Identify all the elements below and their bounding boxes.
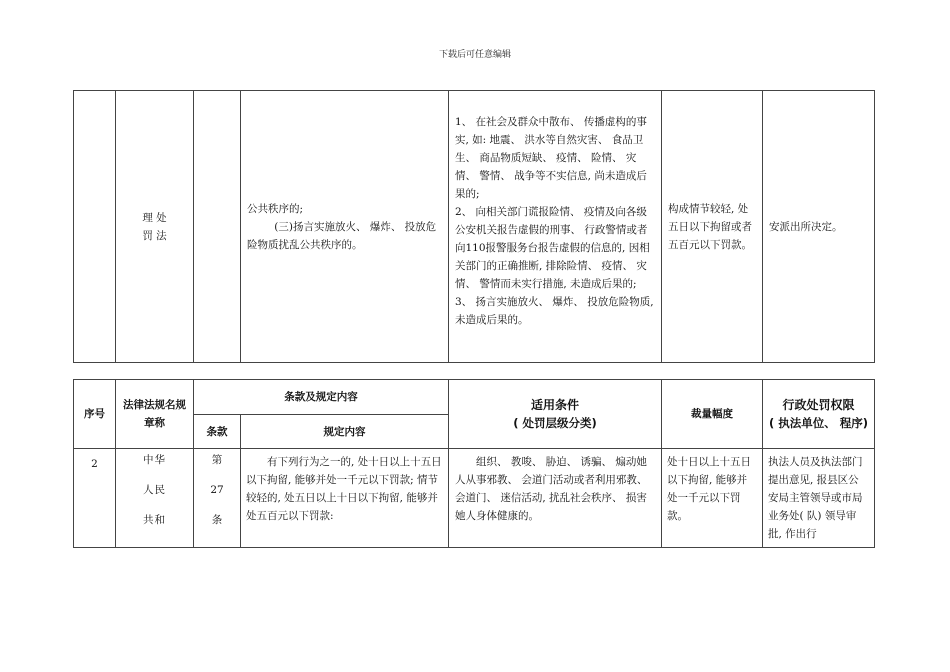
page-header-note: 下载后可任意编辑: [438, 50, 511, 60]
authority-cell: 执法人员及执法部门提出意见, 报县区公安局主管领导或市局业务处( 队) 领导审批, 作出行: [763, 449, 875, 548]
law-name-line: 理 处: [142, 211, 167, 224]
content-line: 公共秩序的;: [247, 202, 304, 215]
content-header: 规定内容: [241, 415, 449, 449]
condition-cell: 组织、 教唆、 胁迫、 诱骗、 煽动她人从事邪教、 会道门活动或者利用邪教、 会道门、 迷信活动, 扰乱社会秩序、 损害她人身体健康的。: [449, 449, 662, 548]
clause-cell: [194, 449, 241, 548]
header-row: [74, 380, 875, 415]
condition-item: 2、 向相关部门谎报险情、 疫情及向各级公安机关报告虚假的刑事、 行政警情或者向110报警服务台报告虚假的信息的, 因相关部门的正确推断, 排除险情、 疫情、 灾情、 警情而未实行措施, 未造成后果的;: [455, 206, 650, 290]
measure-cell: 处十日以上十五日以下拘留, 能够并处一千元以下罚款。: [662, 449, 763, 548]
measure-header: 裁量幅度: [662, 380, 763, 449]
law-name-line: 中华: [143, 454, 166, 466]
law-name-cell: [116, 449, 194, 548]
clause-group-header: 条款及规定内容: [194, 380, 449, 415]
content-cell: 有下列行为之一的, 处十日以上十五日以下拘留, 能够并处一千元以下罚款; 情节较轻的, 处五日以上十日以下拘留, 能够并处五百元以下罚款:: [241, 449, 449, 548]
condition-header-title: 适用条件: [530, 398, 579, 412]
law-name-cell: [116, 91, 194, 363]
clause-cell: [194, 91, 241, 363]
clause-line: 第: [211, 454, 223, 466]
law-name-line: 人民: [143, 484, 166, 496]
condition-item: 3、 扬言实施放火、 爆炸、 投放危险物质, 未造成后果的。: [455, 296, 654, 326]
seq-cell: [74, 91, 116, 363]
seq-number: 2: [74, 449, 116, 548]
seq-header-label: 序号: [84, 408, 105, 420]
condition-item: 1、 在社会及群众中散布、 传播虚构的事实, 如: 地震、 洪水等自然灾害、 食品卫生、 商品物质短缺、 疫情、 险情、 灾情、 警情、 战争等不实信息, 尚未造成后果的;: [455, 116, 647, 200]
clause-line: 27: [210, 484, 224, 496]
authority-header-title: 行政处罚权限: [782, 398, 855, 412]
authority-cell: 安派出所决定。: [763, 91, 875, 363]
clause-line: 条: [211, 514, 223, 526]
authority-header-sub: ( 执法单位、 程序): [768, 416, 869, 430]
law-name-line: 罚 法: [142, 229, 167, 242]
clause-header: 条款: [194, 415, 241, 449]
penalty-table: [73, 379, 875, 548]
law-header: 法律法规名规章称: [116, 380, 194, 449]
condition-header: [449, 380, 662, 449]
law-name-line: 共和: [143, 514, 166, 526]
table-row: [74, 449, 875, 548]
conditions-cell: [449, 91, 662, 363]
content-line: (三)扬言实施放火、 爆炸、 投放危险物质扰乱公共秩序的。: [247, 220, 437, 251]
seq-header: [74, 380, 116, 449]
table-row: [74, 91, 875, 363]
continuation-table: [73, 90, 875, 363]
condition-header-sub: ( 处罚层级分类): [513, 416, 597, 430]
authority-header: [763, 380, 875, 449]
content-cell: [241, 91, 449, 363]
measure-cell: 构成情节较轻, 处五日以下拘留或者五百元以下罚款。: [662, 91, 763, 363]
